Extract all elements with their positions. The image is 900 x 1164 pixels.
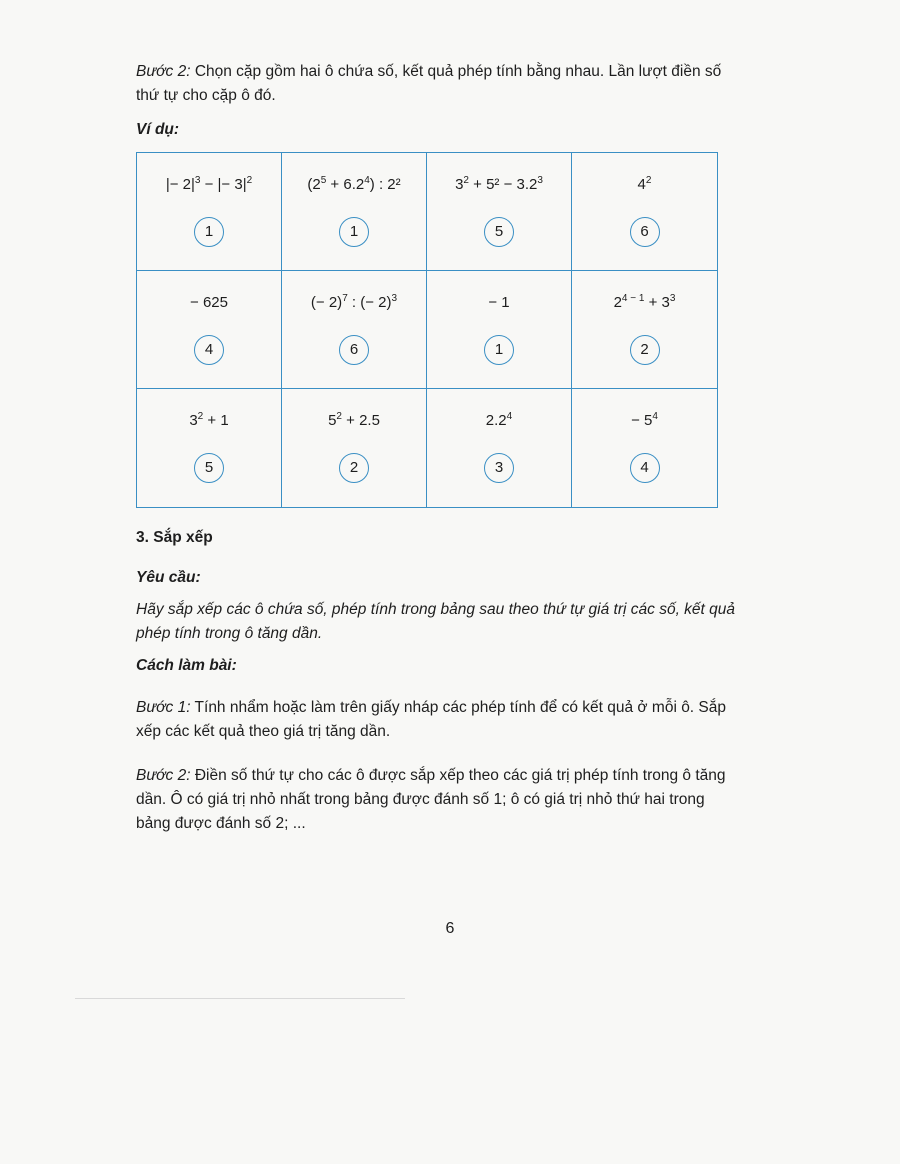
expr-part: 3 (537, 175, 543, 186)
expr-part: 5 (328, 412, 337, 429)
footer-divider (75, 998, 405, 999)
requirement-text: Hãy sắp xếp các ô chứa số, phép tính trong bảng sau theo thứ tự giá trị các số, kết quả phép tính trong ô tăng dần. (136, 601, 736, 642)
method-label: Cách làm bài: (136, 657, 237, 674)
cell-expression (137, 175, 281, 193)
order-number-circle: 6 (339, 335, 369, 365)
expr-part: 4 (506, 411, 513, 422)
expr-part: 2 (197, 411, 204, 422)
page-number: 6 (445, 920, 455, 937)
expr-part: 3 (455, 176, 464, 193)
grid-cell (572, 153, 717, 271)
expr-part: 3 (189, 412, 198, 429)
cell-expression (137, 411, 281, 429)
grid-cell (427, 389, 572, 507)
order-number-circle: 2 (339, 453, 369, 483)
expr-part: + 3 (644, 294, 670, 311)
step2-lead: Bước 2: (136, 63, 191, 80)
grid-cell (137, 153, 282, 271)
step2b-text: Điền số thứ tự cho các ô được sắp xếp theo các giá trị phép tính trong ô tăng dần. Ô có giá trị nhỏ nhất trong bảng được đánh số 1; ô có giá trị nhỏ thứ hai trong bảng được đánh số 2; ... (136, 767, 726, 832)
expr-part: 2.2 (485, 412, 507, 429)
cell-expression (282, 411, 426, 429)
grid-cell (282, 271, 427, 389)
expr-part: 4 (637, 176, 646, 193)
grid-cell (427, 271, 572, 389)
expr-part: + 1 (203, 412, 229, 429)
grid-cell (572, 389, 717, 507)
order-number-circle: 5 (194, 453, 224, 483)
expr-part: 4 − 1 (621, 293, 645, 304)
expr-part: 5 (320, 175, 327, 186)
expr-part: + 2.5 (341, 412, 380, 429)
expr-part: : (− 2) (347, 294, 392, 311)
step2-paragraph (136, 60, 736, 108)
expr-part: − 1 (488, 294, 510, 311)
expr-part: − 5 (631, 412, 653, 429)
example-grid (136, 152, 718, 508)
expr-part: + 5² − 3.2 (468, 176, 538, 193)
expr-part: 3 (391, 293, 398, 304)
cell-expression (137, 293, 281, 311)
cell-expression (427, 293, 571, 311)
order-number-circle: 1 (484, 335, 514, 365)
expr-part: ) : 2² (369, 176, 401, 193)
expr-part: 2 (463, 175, 469, 186)
step1-lead: Bước 1: (136, 699, 191, 716)
order-number-circle: 1 (339, 217, 369, 247)
expr-part: |− 2| (165, 176, 195, 193)
cell-expression (282, 293, 426, 311)
expr-part: (− 2) (310, 294, 343, 311)
expr-part: 3 (194, 175, 201, 186)
order-number-circle: 1 (194, 217, 224, 247)
grid-cell (282, 153, 427, 271)
grid-cell (427, 153, 572, 271)
order-number-circle: 6 (630, 217, 660, 247)
grid-cell (137, 389, 282, 507)
expr-part: 3 (669, 293, 676, 304)
cell-expression (572, 175, 717, 193)
expr-part: 2 (613, 294, 622, 311)
cell-expression (282, 175, 426, 193)
grid-cell (572, 271, 717, 389)
expr-part: (2 (307, 176, 321, 193)
expr-part: 7 (342, 293, 348, 304)
step2b-paragraph (136, 764, 736, 836)
step2b-lead: Bước 2: (136, 767, 191, 784)
step1-paragraph (136, 696, 736, 744)
expr-part: 4 (364, 175, 370, 186)
cell-expression (427, 175, 571, 193)
cell-expression (572, 293, 717, 311)
cell-expression (572, 411, 717, 429)
expr-part: 2 (246, 175, 253, 186)
grid-cell (282, 389, 427, 507)
order-number-circle: 3 (484, 453, 514, 483)
cell-expression (427, 411, 571, 429)
example-label: Ví dụ: (136, 121, 180, 138)
expr-part: + 6.2 (326, 176, 365, 193)
section3-title: 3. Sắp xếp (136, 529, 213, 546)
order-number-circle: 5 (484, 217, 514, 247)
expr-part: − 625 (190, 294, 228, 311)
order-number-circle: 4 (194, 335, 224, 365)
grid-cell (137, 271, 282, 389)
expr-part: 2 (336, 411, 342, 422)
requirement-label: Yêu cầu: (136, 569, 201, 586)
step1-text: Tính nhẩm hoặc làm trên giấy nháp các phép tính để có kết quả ở mỗi ô. Sắp xếp các kết quả theo giá trị tăng dần. (136, 699, 726, 740)
step2-text: Chọn cặp gồm hai ô chứa số, kết quả phép tính bằng nhau. Lần lượt điền số thứ tự cho cặp ô đó. (136, 63, 722, 104)
order-number-circle: 2 (630, 335, 660, 365)
expr-part: 4 (652, 411, 658, 422)
expr-part: 2 (645, 175, 652, 186)
expr-part: − |− 3| (200, 176, 247, 193)
order-number-circle: 4 (630, 453, 660, 483)
